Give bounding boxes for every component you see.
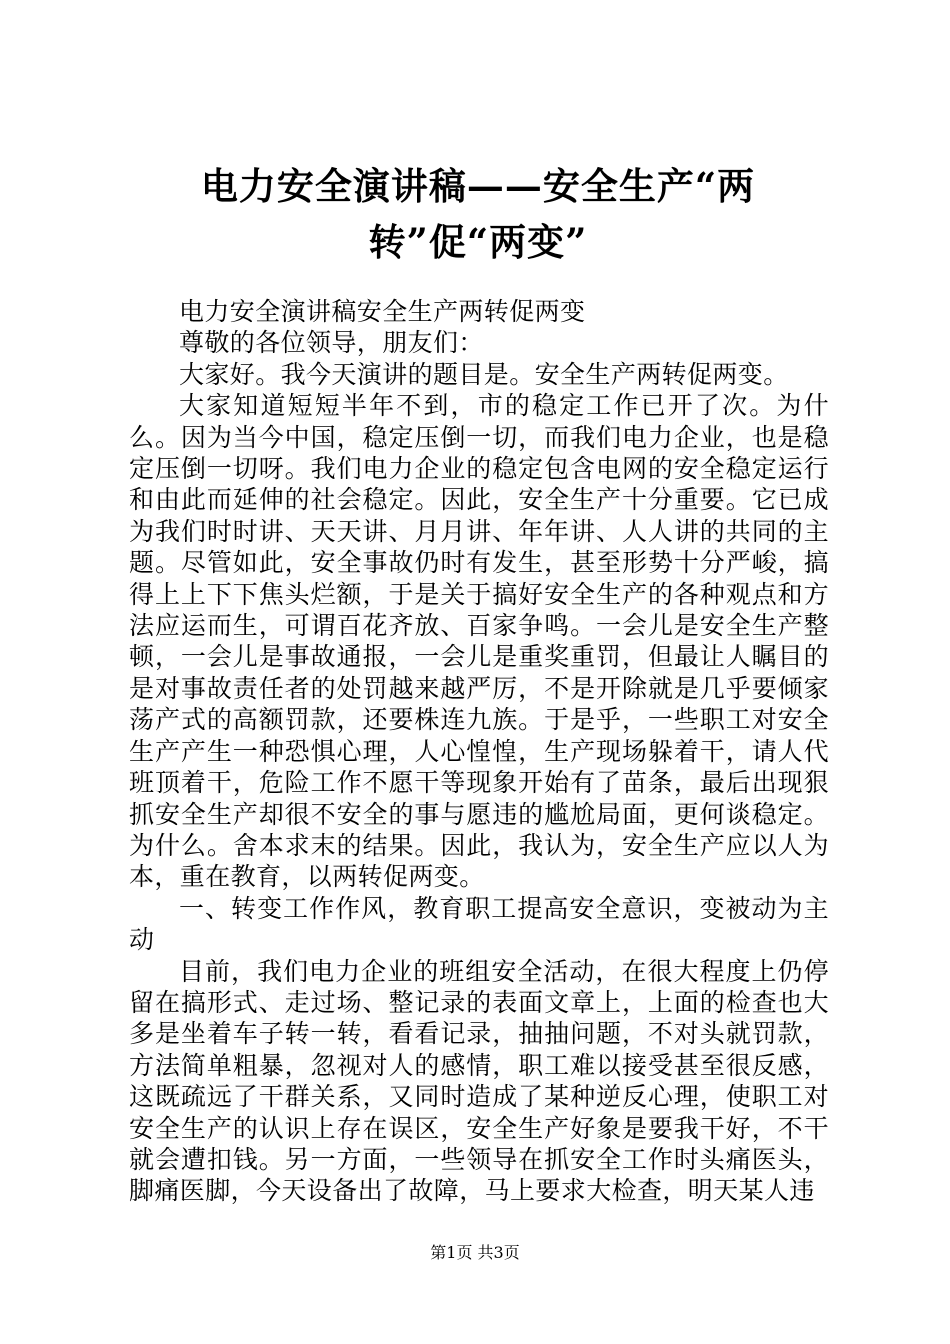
paragraph: 大家好。我今天演讲的题目是。安全生产两转促两变。 <box>179 359 789 389</box>
paragraph: 目前，我们电力企业的班组安全活动，在很大程度上仍停留在搞形式、走过场、整记录的表面文章上，上面的检查也大多是坐着车子转一转，看看记录，抽抽问题，不对头就罚款，方法简单粗暴，忽视对人的感情，职工难以接受甚至很反感，这既疏远了干群关系，又同时造成了某种逆反心理，使职工对安全生产的认识上存在误区，安全生产好象是要我干好，不干就会遭扣钱。另一方面，一些领导在抓安全工作时头痛医头，脚痛医脚，今天设备出了故障，马上要求大检查，明天某人违 <box>129 956 829 1206</box>
paragraph: 电力安全演讲稿安全生产两转促两变 <box>179 297 586 326</box>
document-body <box>129 296 829 1207</box>
page-footer: 第1页 共3页 <box>430 1243 520 1262</box>
paragraph: 大家知道短短半年不到，市的稳定工作已开了次。为什么。因为当今中国，稳定压倒一切，而我们电力企业，也是稳定压倒一切呀。我们电力企业的稳定包含电网的安全稳定运行和由此而延伸的社会稳定。因此，安全生产十分重要。它已成为我们时时讲、天天讲、月月讲、年年讲、人人讲的共同的主题。尽管如此，安全事故仍时有发生，甚至形势十分严峻，搞得上上下下焦头烂额，于是关于搞好安全生产的各种观点和方法应运而生，可谓百花齐放、百家争鸣。一会儿是安全生产整顿，一会儿是事故通报，一会儿是重奖重罚，但最让人瞩目的是对事故责任者的处罚越来越严厉，不是开除就是几乎要倾家荡产式的高额罚款，还要株连九族。于是乎，一些职工对安全生产产生一种恐惧心理，人心惶惶，生产现场躲着干，请人代班顶着干，危险工作不愿干等现象开始有了苗条，最后出现狠抓安全生产却很不安全的事与愿违的尴尬局面，更何谈稳定。为什么。舍本求末的结果。因此，我认为，安全生产应以人为本，重在教育，以两转促两变。 <box>129 391 829 892</box>
section-heading: 一、转变工作作风，教育职工提高安全意识，变被动为主动 <box>129 893 829 955</box>
document-title: 电力安全演讲稿——安全生产“两转”促“两变” <box>200 164 756 264</box>
paragraph: 尊敬的各位领导，朋友们： <box>179 328 484 358</box>
